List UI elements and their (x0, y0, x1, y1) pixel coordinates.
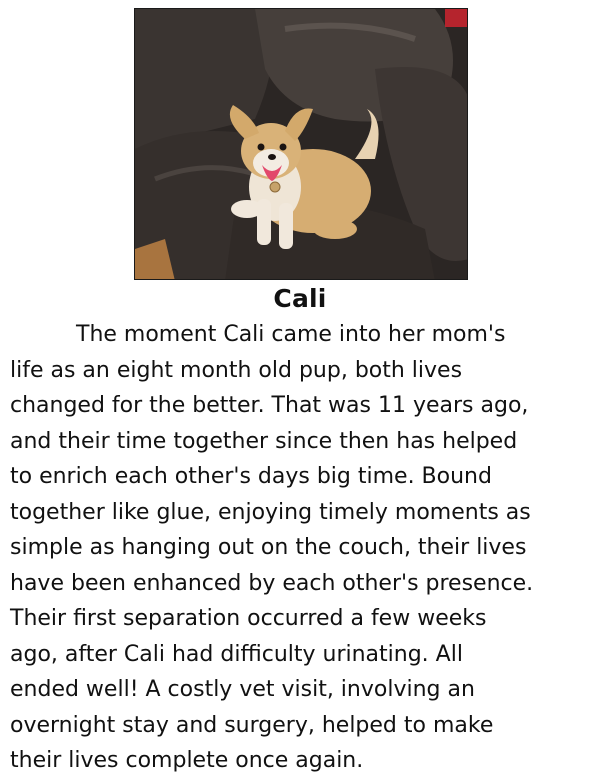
story-text (10, 317, 596, 779)
story-line: overnight stay and surgery, helped to make (10, 712, 494, 738)
dog-photo-icon (135, 9, 468, 280)
story-line: ago, after Cali had difficulty urinating. All (10, 641, 463, 667)
story-line: and their time together since then has helped (10, 428, 518, 454)
story-line: have been enhanced by each other's presence. (10, 570, 534, 596)
story-line: ended well! A costly vet visit, involving an (10, 677, 475, 702)
story-line: Their first separation occurred a few weeks (10, 606, 487, 631)
story-line: changed for the better. That was 11 years ago, (10, 393, 529, 418)
page-title: Cali (273, 284, 327, 313)
story-line: together like glue, enjoying timely moments as (10, 499, 531, 525)
story-line: simple as hanging out on the couch, their lives (10, 535, 527, 560)
story-line: life as an eight month old pup, both lives (10, 357, 463, 383)
dog-photo (134, 8, 468, 280)
story-line: to enrich each other's days big time. Bound (10, 464, 492, 489)
story-line: their lives complete once again. (10, 748, 364, 773)
story-line: The moment Cali came into her mom's (76, 322, 506, 347)
